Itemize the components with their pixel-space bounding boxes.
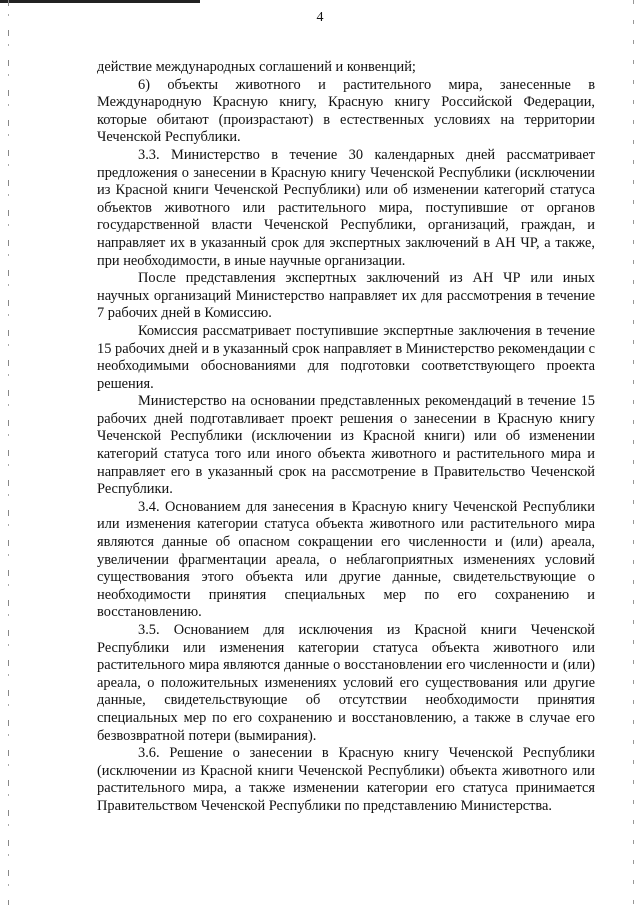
paragraph-3-6: 3.6. Решение о занесении в Красную книгу Чеченской Республики (исключении из Красной книги Чеченской Республики) объекта животного или растительного мира, а также изменении категории его статуса принимается Правительством Чеченской Республики по представлению Министерства. — [97, 745, 595, 814]
paragraph-ministry-draft: Министерство на основании представленных рекомендаций в течение 15 рабочих дней подготавливает проект решения о занесении в Красную книгу Чеченской Республики (исключении из Красной книги) или об изменении категорий статуса того или иного объекта животного и растительного мира и направляет его в указанный срок на рассмотрение в Правительство Чеченской Республики. — [97, 393, 595, 498]
paragraph-3-4: 3.4. Основанием для занесения в Красную книгу Чеченской Республики или изменения категории статуса объекта животного или растительного мира являются данные об опасном сокращении его численности и (или) ареала, увеличении фрагментации ареала, о неблагоприятных изменениях условий существования этого объекта или другие данные, свидетельствующие о необходимости принятия специальных мер по его сохранению и восстановлению. — [97, 498, 595, 621]
paragraph-item-6: 6) объекты животного и растительного мира, занесенные в Международную Красную книгу, Красную книгу Российской Федерации, которые обитают (произрастают) в естественных условиях на территории Чеченской Республики. — [97, 76, 595, 146]
scan-left-edge — [8, 0, 9, 905]
paragraph-continuation: действие международных соглашений и конвенций; — [97, 59, 416, 75]
paragraph-3-5: 3.5. Основанием для исключения из Красной книги Чеченской Республики или изменения категории статуса объекта животного или растительного мира являются данные о восстановлении его численности и (или) ареала, о положительных изменениях условий его существования или другие данные, свидетельствующие об отсутствии необходимости принятия специальных мер по его сохранению и восстановлению, а также в случае его безвозвратной потери (вымирания). — [97, 622, 595, 744]
paragraph-commission: Комиссия рассматривает поступившие экспертные заключения в течение 15 рабочих дней и в указанный срок направляет в Министерство рекомендации с необходимыми обоснованиями для подготовки соответствующего проекта решения. — [97, 322, 595, 392]
scan-edge-mark — [0, 0, 200, 3]
paragraph-expert-conclusions: После представления экспертных заключений из АН ЧР или иных научных организаций Министерство направляет их для рассмотрения в течение 7 рабочих дней в Комиссию. — [97, 270, 595, 322]
scan-right-edge — [633, 0, 634, 905]
document-body — [97, 59, 595, 816]
page-number: 4 — [316, 10, 324, 25]
paragraph-3-3: 3.3. Министерство в течение 30 календарных дней рассматривает предложения о занесении в Красную книгу Чеченской Республики (исключении из Красной книги Чеченской Республики) или об изменении категорий статуса объектов животного или растительного мира, поступившие от органов государственной власти Чеченской Республики, организаций, граждан, и направляет их в указанный срок для экспертных заключений в АН ЧР, а также, при необходимости, в иные научные организации. — [97, 146, 595, 269]
